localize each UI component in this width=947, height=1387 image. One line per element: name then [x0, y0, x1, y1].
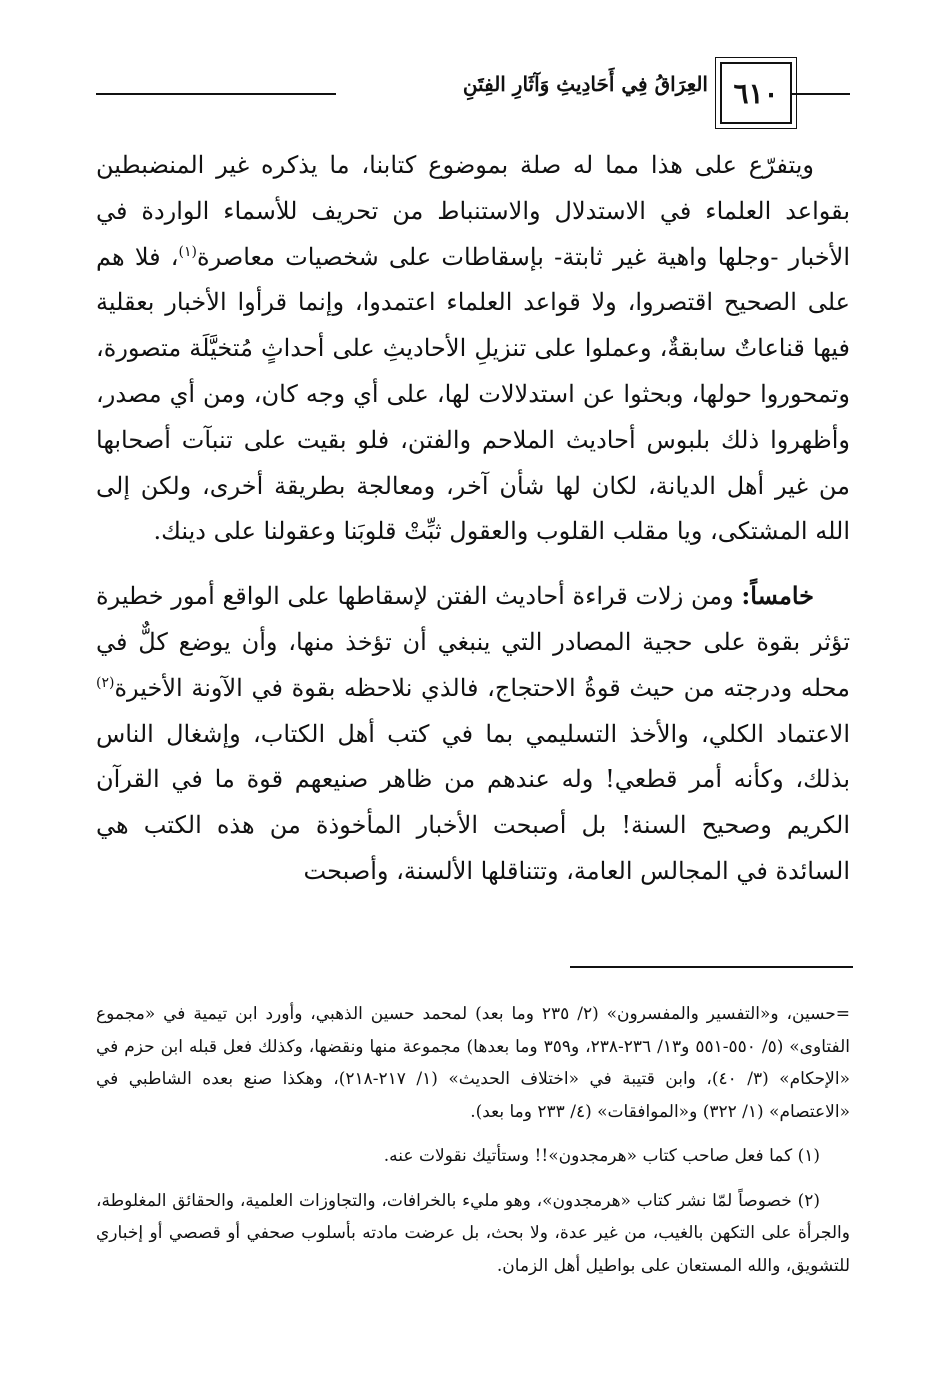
- footnote-ref-2: (٢): [96, 674, 115, 691]
- page-number: ٦١٠: [720, 62, 792, 124]
- header-rule-left: [96, 93, 336, 95]
- paragraph-2-rest: الاعتماد الكلي، والأخذ التسليمي بما في كتب أهل الكتاب، وإشغال الناس بذلك، وكأنه أمر قطعي! وله عندهم من ظاهر صنيعهم قوة ما في القرآن الكريم وصحيح السنة! بل أصبحت الأخبار المأخوذة من هذه الكتب هي السائدة في المجالس العامة، وتتناقلها الألسنة، وأصبحت: [96, 719, 850, 885]
- footnote-2: (٢) خصوصاً لمّا نشر كتاب «هرمجدون»، وهو مليء بالخرافات، والتجاوزات العلمية، والحقائق المغلوطة، والجرأة على التكهن بالغيب، من غير عدة، ولا بحث، بل عرضت مادته بأسلوب صحفي أو قصصي أو إخباري للتشويق، والله المستعان على بواطيل أهل الزمان.: [96, 1190, 850, 1276]
- paragraph-1-text: ويتفرّع على هذا مما له صلة بموضوع كتابنا، ما يذكره غير المنضبطين بقواعد العلماء في الاستدلال والاستنباط من تحريف للأسماء الواردة في الأخبار -وجلها واهية غير ثابتة- بإسقاطات على شخصيات معاصرة: [96, 151, 850, 271]
- paragraph-2: [96, 573, 850, 895]
- footnote-continuation: =حسين، و«التفسير والمفسرون» (٢/ ٢٣٥ وما بعد) لمحمد حسين الذهبي، وأورد ابن تيمية في «مجموع الفتاوى» (٥/ ٥٥٠-٥٥١ و١٣/ ٢٣٦-٢٣٨، و٣٥٩ وما بعدها) مجموعة منها ونقضها، وكذلك فعل قبله ابن حزم في «الإحكام» (٣/ ٤٠)، وابن قتيبة في «اختلاف الحديث» (١/ ٢١٧-٢١٨)، وهكذا صنع بعده الشاطبي في «الاعتصام» (١/ ٣٢٢) و«الموافقات» (٤/ ٢٣٣ وما بعد).: [96, 1004, 851, 1122]
- page-header: [0, 60, 947, 130]
- paragraph-1: [96, 143, 850, 555]
- footnote-1: (١) كما فعل صاحب كتاب «هرمجدون»!! وستأتيك نقولات عنه.: [383, 1146, 820, 1166]
- footnote-divider: [570, 966, 853, 968]
- running-title: العِرَاقُ فِي أَحَادِيثِ وَآثَارِ الفِتَنِ: [462, 72, 708, 96]
- paragraph-2-lead: خامساً:: [741, 581, 814, 611]
- footnotes: [96, 998, 850, 1282]
- paragraph-1-rest: ، فلا هم على الصحيح اقتصروا، ولا قواعد العلماء اعتمدوا، وإنما قرأوا الأخبار بعقلية فيها قناعاتٌ سابقةٌ، وعملوا على تنزيلِ الأحاديثِ على أحداثٍ مُتخيَّلَة متصورة، وتمحوروا حولها، وبحثوا عن استدلالات لها، على أي وجه كان، ومن أي مصدر، وأظهروا ذلك بلبوس أحاديث الملاحم والفتن، فلو بقيت على تنبآت أصحابها من غير أهل الديانة، لكان لها شأن آخر، ومعالجة بطريقة أخرى، ولكن إلى الله المشتكى، ويا مقلب القلوب والعقول ثبِّتْ قلوبَنا وعقولنا على دينك.: [96, 242, 850, 546]
- main-text: [96, 143, 850, 895]
- paragraph-2-text: ومن زلات قراءة أحاديث الفتن لإسقاطها على الواقع أمور خطيرة تؤثر بقوة على حجية المصادر التي ينبغي أن تؤخذ منها، وأن يوضع كلٌّ في محله ودرجته من حيث قوةُ الاحتجاج، فالذي نلاحظه بقوة في الآونة الأخيرة: [96, 582, 850, 702]
- header-rule-right: [790, 93, 850, 95]
- footnote-ref-1: (١): [178, 243, 198, 260]
